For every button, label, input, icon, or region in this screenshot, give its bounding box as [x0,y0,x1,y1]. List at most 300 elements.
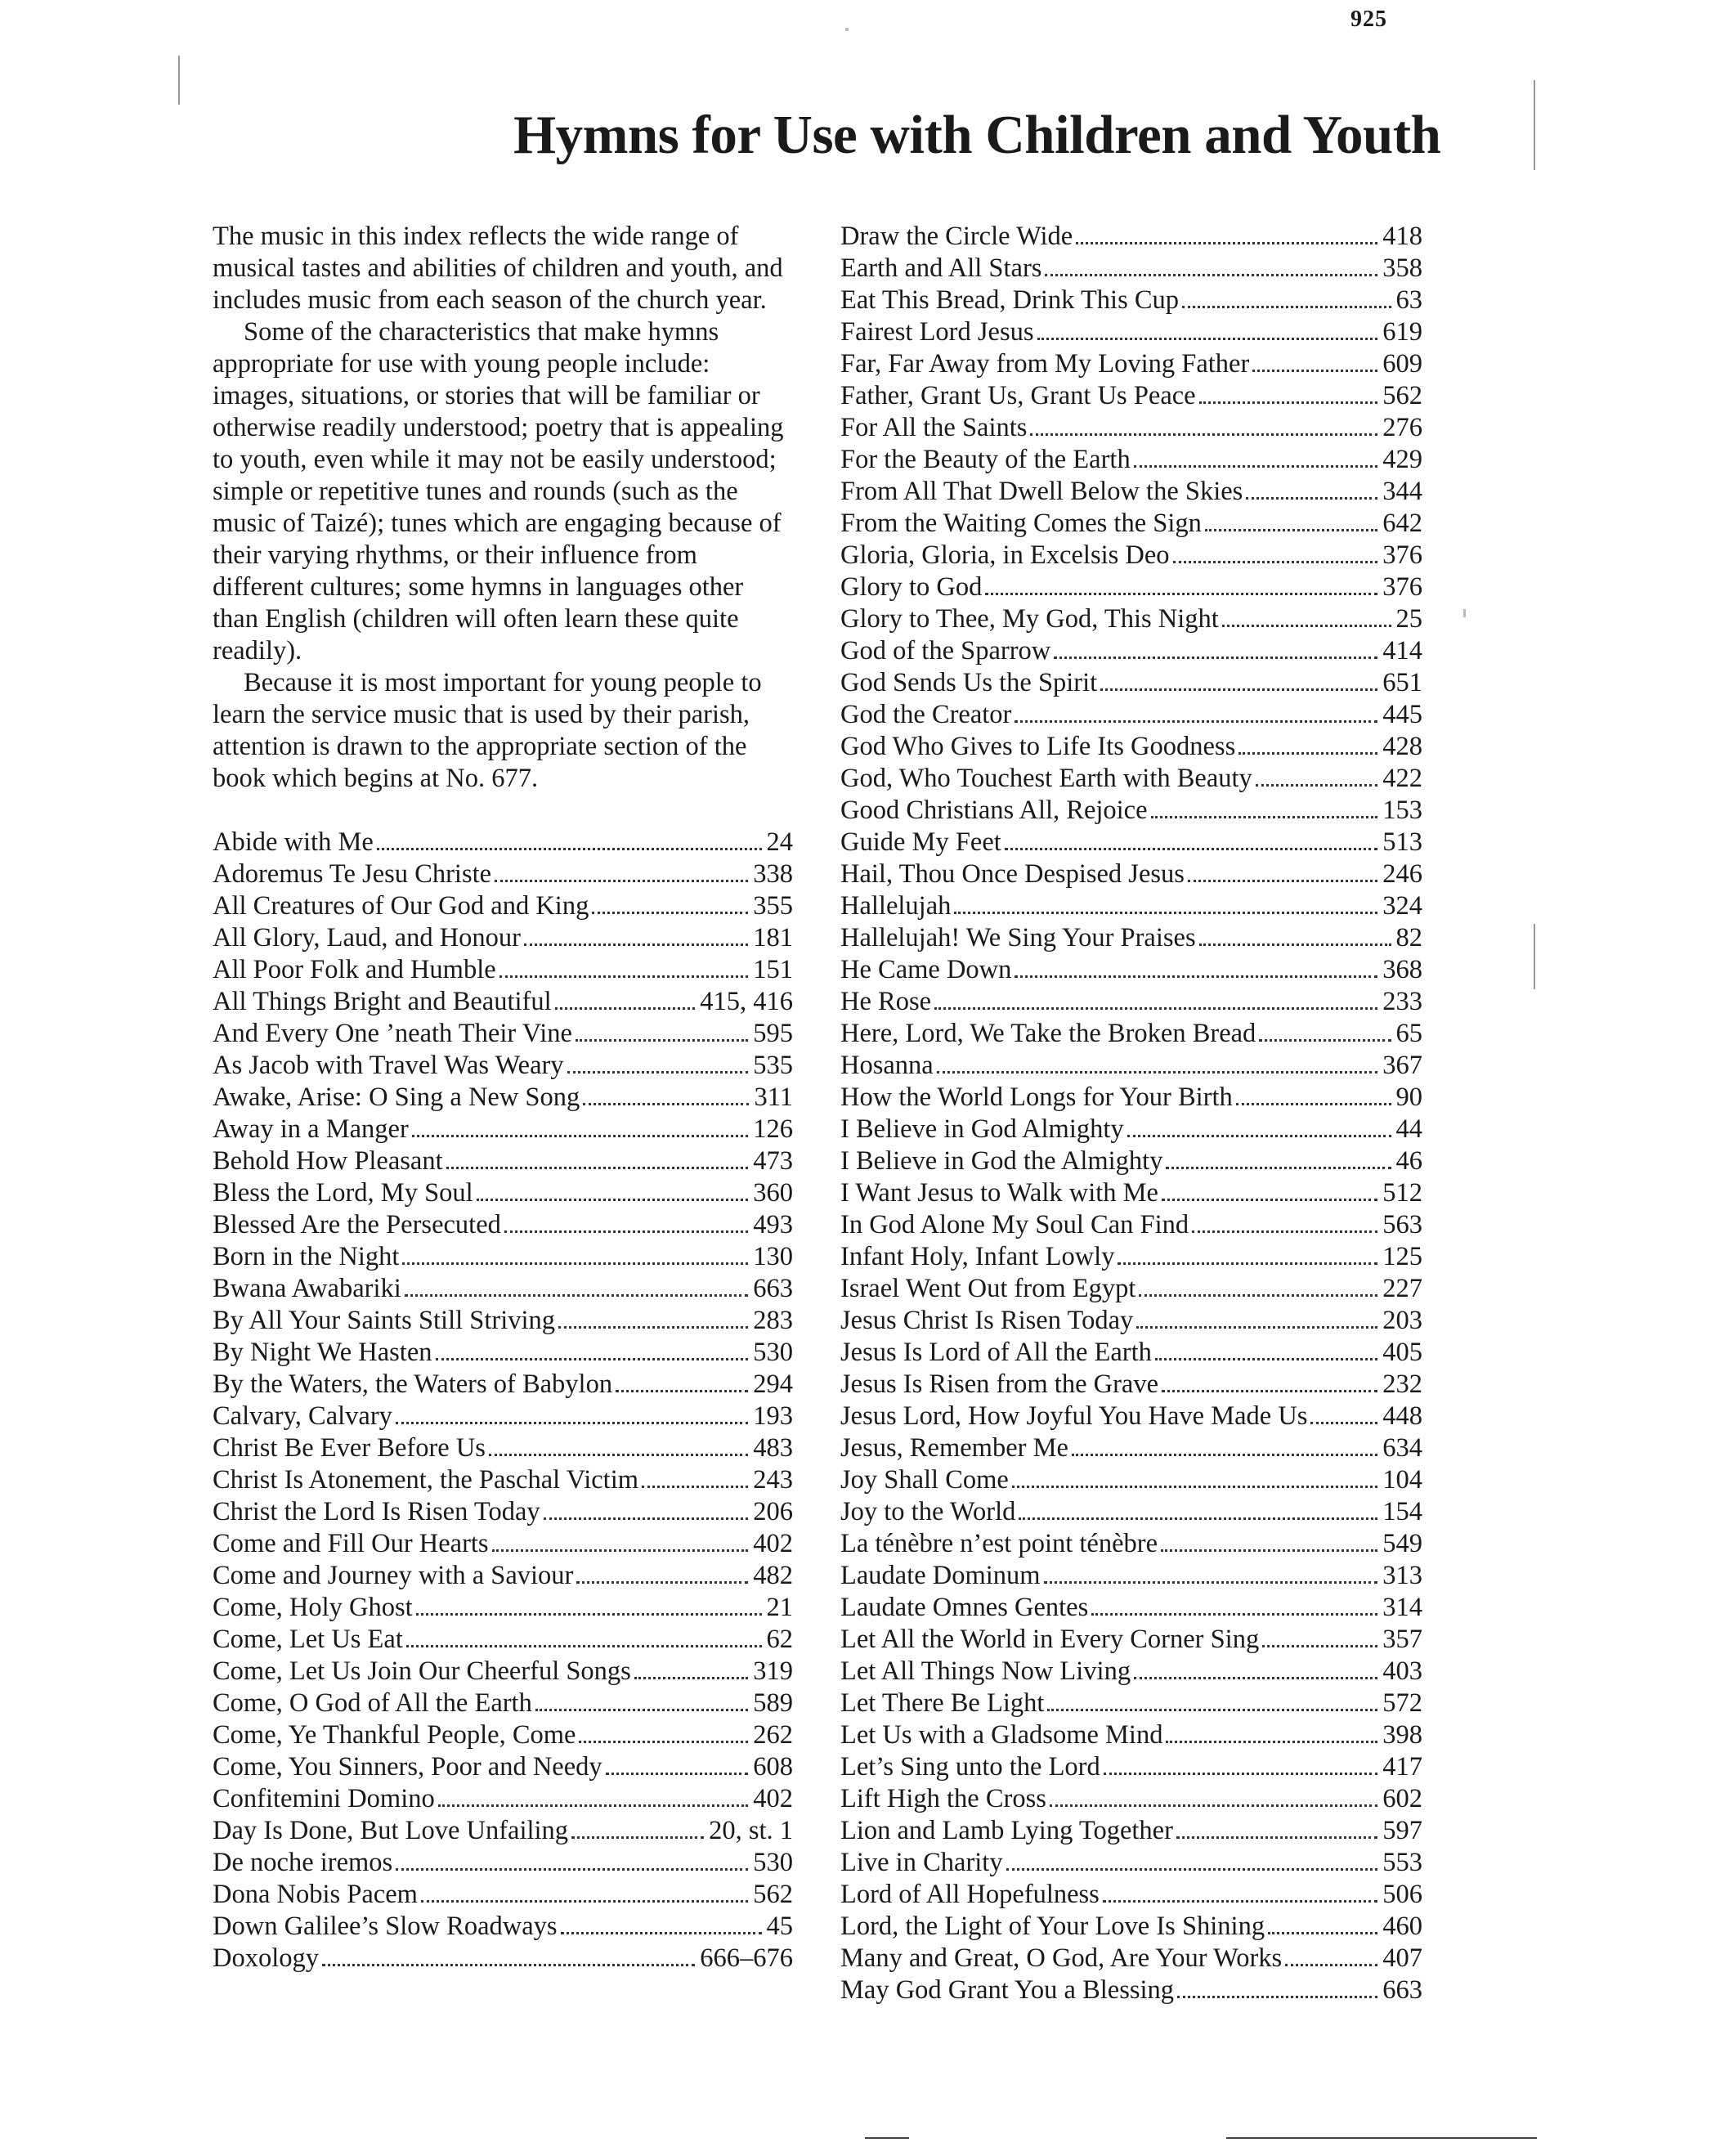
dot-leader [1162,1390,1377,1392]
dot-leader [405,1294,748,1297]
hymn-title: In God Alone My Soul Can Find [840,1210,1189,1239]
dot-leader [954,912,1377,914]
hymn-number: 21 [766,1593,793,1622]
hymn-title: God Sends Us the Spirit [840,668,1098,697]
dot-leader [436,1358,749,1360]
index-entry [213,1114,793,1145]
index-entry [840,763,1422,795]
hymn-title: God the Creator [840,700,1012,729]
hymn-title: I Want Jesus to Walk with Me [840,1178,1158,1208]
dot-leader [1118,1262,1377,1265]
hymn-number: 460 [1382,1912,1422,1941]
index-entry [213,986,793,1018]
hymn-title: Let All Things Now Living [840,1656,1131,1686]
hymn-title: He Came Down [840,955,1012,984]
hymn-number: 634 [1382,1433,1422,1463]
hymn-title: Good Christians All, Rejoice [840,796,1148,825]
hymn-number: 562 [753,1880,793,1909]
hymn-number: 324 [1382,891,1422,921]
hymn-title: Lift High the Cross [840,1784,1046,1813]
hymn-number: 549 [1382,1529,1422,1558]
dot-leader [1100,688,1377,691]
hymn-number: 530 [753,1848,793,1877]
hymn-number: 429 [1382,445,1422,474]
hymn-title: Here, Lord, We Take the Broken Bread [840,1019,1256,1048]
dot-leader [421,1900,748,1903]
index-entry [840,603,1422,635]
bottom-rule [865,2137,909,2139]
hymn-number: 608 [753,1752,793,1782]
dot-leader [616,1390,748,1392]
index-entry [213,1177,793,1209]
dot-leader [1285,1964,1377,1966]
hymn-number: 418 [1382,222,1422,251]
index-entry [213,1911,793,1943]
index-entry [840,1177,1422,1209]
index-entry [840,253,1422,285]
hymn-title: Born in the Night [213,1242,400,1271]
hymn-title: I Believe in God the Almighty [840,1146,1163,1176]
hymn-number: 405 [1382,1338,1422,1367]
bottom-rule [1226,2137,1537,2139]
hymn-number: 357 [1382,1625,1422,1654]
index-entry [840,1974,1422,2006]
hymn-title: Live in Charity [840,1848,1003,1877]
index-entry [213,1815,793,1847]
hymn-title: Awake, Arise: O Sing a New Song [213,1082,580,1112]
index-entry [840,316,1422,348]
hymn-number: 262 [753,1720,793,1750]
dot-leader [1127,1135,1391,1137]
hymn-title: Bwana Awabariki [213,1274,401,1303]
hymn-title: As Jacob with Travel Was Weary [213,1051,564,1080]
index-entry [213,1879,793,1911]
hymn-number: 125 [1382,1242,1422,1271]
hymn-number: 367 [1382,1051,1422,1080]
hymn-number: 602 [1382,1784,1422,1813]
hymn-number: 243 [753,1465,793,1495]
intro-paragraph: Because it is most important for young people to learn the service music that is used by their parish, attention is drawn to the appropriate section of the book which begins at No. 677. [213,668,762,793]
dot-leader [558,1326,748,1329]
hymn-number: 344 [1382,477,1422,506]
hymn-number: 338 [753,859,793,889]
hymn-title: By All Your Saints Still Striving [213,1306,556,1335]
index-entry [840,1688,1422,1719]
hymn-number: 62 [766,1625,793,1654]
dot-leader [1246,497,1377,500]
index-entry [213,1719,793,1751]
index-entry [840,1528,1422,1560]
hymn-title: Let’s Sing unto the Lord [840,1752,1100,1782]
index-entry [840,540,1422,571]
index-entry [213,1369,793,1401]
index-entry [840,1018,1422,1050]
hymn-title: Far, Far Away from My Loving Father [840,349,1250,379]
index-entry [840,1337,1422,1369]
dot-leader [937,1071,1378,1074]
hymn-number: 619 [1382,317,1422,347]
hymn-number: 63 [1395,285,1422,315]
hymn-title: Many and Great, O God, Are Your Works [840,1943,1283,1973]
dot-leader [985,593,1377,595]
hymn-title: Come, O God of All the Earth [213,1688,532,1718]
hymn-number: 553 [1382,1848,1422,1877]
dot-leader [396,1422,748,1424]
dot-leader [1030,433,1377,436]
hymn-number: 493 [753,1210,793,1239]
index-entry [840,986,1422,1018]
hymn-number: 319 [753,1656,793,1686]
hymn-number: 314 [1382,1593,1422,1622]
hymn-number: 417 [1382,1752,1422,1782]
dot-leader [1268,1932,1377,1934]
hymn-number: 294 [753,1369,793,1399]
hymn-title: Hallelujah! We Sing Your Praises [840,923,1196,952]
dot-leader [1173,561,1378,563]
index-entry [840,380,1422,412]
index-entry [213,1050,793,1082]
index-entry [840,1145,1422,1177]
dot-leader [1177,1996,1377,1998]
hymn-title: Joy Shall Come [840,1465,1009,1495]
hymn-title: Let There Be Light [840,1688,1045,1718]
hymn-number: 403 [1382,1656,1422,1686]
index-entry [213,1528,793,1560]
dot-leader [561,1932,762,1934]
hymn-title: Eat This Bread, Drink This Cup [840,285,1180,315]
hymn-number: 415, 416 [700,987,793,1016]
hymn-title: Jesus Is Lord of All the Earth [840,1338,1152,1367]
dot-leader [1161,1549,1377,1552]
dot-leader [322,1964,695,1966]
hymn-number: 535 [753,1051,793,1080]
dot-leader [642,1486,748,1488]
index-entry [213,858,793,890]
intro-text [213,221,793,795]
hymn-title: For the Beauty of the Earth [840,445,1131,474]
scan-speck [845,28,849,31]
dot-leader [1045,274,1377,276]
hymn-number: 154 [1382,1497,1422,1526]
index-entry [840,827,1422,858]
dot-leader [1072,1454,1377,1456]
hymn-title: From All That Dwell Below the Skies [840,477,1243,506]
hymn-number: 422 [1382,764,1422,793]
index-entry [213,1656,793,1688]
hymn-number: 206 [753,1497,793,1526]
dot-leader [1151,816,1378,818]
hymn-number: 25 [1395,604,1422,634]
dot-leader [495,880,748,882]
hymn-number: 227 [1382,1274,1422,1303]
index-entry [213,827,793,858]
dot-leader [1050,1804,1377,1807]
index-entry [213,890,793,922]
index-entry [840,699,1422,731]
hymn-number: 44 [1395,1114,1422,1144]
hymn-title: How the World Longs for Your Birth [840,1082,1233,1112]
dot-leader [1047,1709,1377,1711]
dot-leader [567,1071,749,1074]
dot-leader [579,1741,748,1743]
hymn-title: All Poor Folk and Humble [213,955,496,984]
dot-leader [1238,752,1377,755]
hymn-number: 530 [753,1338,793,1367]
hymn-number: 512 [1382,1178,1422,1208]
hymn-title: La ténèbre n’est point ténèbre [840,1529,1158,1558]
dot-leader [1199,944,1391,946]
hymn-title: Laudate Omnes Gentes [840,1593,1089,1622]
index-entry [840,1911,1422,1943]
index-entry [840,667,1422,699]
hymn-number: 398 [1382,1720,1422,1750]
hymn-title: From the Waiting Comes the Sign [840,509,1202,538]
index-entry [840,1401,1422,1432]
hymn-title: Jesus Is Risen from the Grave [840,1369,1159,1399]
dot-leader [1076,242,1377,244]
dot-leader [416,1613,762,1616]
scan-margin-mark [1534,80,1535,170]
dot-leader [576,1039,748,1042]
dot-leader [1054,657,1377,659]
index-entry [213,1624,793,1656]
hymn-title: By Night We Hasten [213,1338,432,1367]
hymn-number: 572 [1382,1688,1422,1718]
hymn-title: Calvary, Calvary [213,1401,392,1431]
hymn-title: By the Waters, the Waters of Babylon [213,1369,613,1399]
dot-leader [1019,1517,1377,1520]
index-entry [840,1496,1422,1528]
hymn-title: God Who Gives to Life Its Goodness [840,732,1236,761]
dot-leader [406,1645,762,1647]
hymn-number: 65 [1395,1019,1422,1048]
dot-leader [535,1709,748,1711]
hymn-title: Adoremus Te Jesu Christe [213,859,492,889]
hymn-number: 311 [754,1082,793,1112]
hymn-title: Let All the World in Every Corner Sing [840,1625,1260,1654]
index-entry [213,1464,793,1496]
hymn-number: 283 [753,1306,793,1335]
hymn-title: Jesus, Remember Me [840,1433,1068,1463]
hymn-number: 90 [1395,1082,1422,1112]
dot-leader [1005,848,1377,850]
dot-leader [1015,720,1377,723]
hymn-title: Come and Fill Our Hearts [213,1529,489,1558]
hymn-title: Draw the Circle Wide [840,222,1073,251]
dot-leader [477,1199,749,1201]
hymn-number: 402 [753,1529,793,1558]
dot-leader [1103,1900,1377,1903]
index-entry [840,890,1422,922]
hymn-title: Gloria, Gloria, in Excelsis Deo [840,540,1170,570]
hymn-title: Father, Grant Us, Grant Us Peace [840,381,1196,410]
dot-leader [412,1135,748,1137]
right-column [840,221,1422,2006]
hymn-title: God of the Sparrow [840,636,1051,666]
hymn-title: Hail, Thou Once Despised Jesus [840,859,1185,889]
hymn-number: 414 [1382,636,1422,666]
index-entry [840,1273,1422,1305]
index-entry [213,1943,793,1974]
dot-leader [1037,338,1378,340]
index-entry [213,922,793,954]
index-entry [213,954,793,986]
hymn-title: Infant Holy, Infant Lowly [840,1242,1115,1271]
index-entry [840,635,1422,667]
hymn-number: 181 [753,923,793,952]
dot-leader [1155,1358,1377,1360]
hymn-number: 355 [753,891,793,921]
hymn-title: Jesus Christ Is Risen Today [840,1306,1134,1335]
hymn-title: Lord, the Light of Your Love Is Shining [840,1912,1265,1941]
hymn-number: 642 [1382,509,1422,538]
hymn-number: 368 [1382,955,1422,984]
hymn-number: 448 [1382,1401,1422,1431]
dot-leader [1015,975,1377,978]
dot-leader [438,1804,749,1807]
index-entry [840,1369,1422,1401]
hymn-number: 402 [753,1784,793,1813]
hymn-index-right [840,221,1422,2006]
hymn-title: Dona Nobis Pacem [213,1880,418,1909]
hymn-number: 663 [753,1274,793,1303]
hymn-number: 24 [766,827,793,857]
dot-leader [1134,1677,1377,1679]
hymn-title: Hosanna [840,1051,934,1080]
index-entry [213,1560,793,1592]
index-entry [840,1241,1422,1273]
dot-leader [555,1007,696,1010]
hymn-number: 151 [753,955,793,984]
hymn-number: 360 [753,1178,793,1208]
hymn-number: 82 [1395,923,1422,952]
dot-leader [402,1262,748,1265]
hymn-title: Come and Journey with a Saviour [213,1561,574,1590]
dot-leader [1006,1868,1378,1871]
index-entry [213,1496,793,1528]
hymn-title: Lion and Lamb Lying Together [840,1816,1173,1845]
index-entry [840,1783,1422,1815]
page-number: 925 [1350,7,1387,32]
dot-leader [1236,1103,1391,1105]
hymn-title: Lord of All Hopefulness [840,1880,1100,1909]
dot-leader [1012,1486,1377,1488]
hymn-number: 513 [1382,827,1422,857]
index-entry [840,412,1422,444]
hymn-number: 563 [1382,1210,1422,1239]
hymn-number: 597 [1382,1816,1422,1845]
hymn-number: 203 [1382,1306,1422,1335]
hymn-title: Come, Let Us Join Our Cheerful Songs [213,1656,631,1686]
hymn-number: 193 [753,1401,793,1431]
hymn-title: Confitemini Domino [213,1784,435,1813]
dot-leader [1176,1836,1377,1839]
hymn-number: 589 [753,1688,793,1718]
hymn-number: 232 [1382,1369,1422,1399]
hymn-number: 376 [1382,540,1422,570]
index-entry [213,1241,793,1273]
dot-leader [634,1677,748,1679]
hymn-number: 609 [1382,349,1422,379]
hymn-title: All Creatures of Our God and King [213,891,589,921]
hymn-number: 376 [1382,572,1422,602]
dot-leader [446,1167,749,1169]
hymn-title: Behold How Pleasant [213,1146,443,1176]
index-entry [840,922,1422,954]
hymn-title: All Things Bright and Beautiful [213,987,552,1016]
hymn-title: Abide with Me [213,827,374,857]
hymn-title: Glory to God [840,572,983,602]
dot-leader [576,1581,748,1584]
index-entry [213,1305,793,1337]
index-entry [840,508,1422,540]
hymn-title: Come, Ye Thankful People, Come [213,1720,576,1750]
index-entry [840,1432,1422,1464]
index-entry [840,285,1422,316]
index-entry [840,476,1422,508]
index-entry [840,1656,1422,1688]
hymn-number: 663 [1382,1975,1422,2005]
index-entry [840,1560,1422,1592]
dot-leader [1259,1039,1391,1042]
index-entry [213,1751,793,1783]
dot-leader [499,975,749,978]
dot-leader [606,1773,749,1775]
dot-leader [1222,625,1391,627]
hymn-number: 233 [1382,987,1422,1016]
hymn-number: 313 [1382,1561,1422,1590]
hymn-number: 666–676 [700,1943,793,1973]
hymn-title: Doxology [213,1943,319,1973]
dot-leader [377,848,762,850]
dot-leader [1199,401,1378,404]
dot-leader [544,1517,749,1520]
dot-leader [1104,1773,1378,1775]
hymn-title: Hallelujah [840,891,952,921]
hymn-title: Bless the Lord, My Soul [213,1178,473,1208]
hymn-title: Day Is Done, But Love Unfailing [213,1816,569,1845]
hymn-number: 130 [753,1242,793,1271]
dot-leader [489,1454,748,1456]
index-entry [213,1273,793,1305]
index-entry [840,348,1422,380]
hymn-number: 562 [1382,381,1422,410]
dot-leader [1134,465,1378,468]
index-entry [213,1401,793,1432]
scan-margin-mark [1534,924,1535,989]
index-entry [840,444,1422,476]
index-entry [213,1209,793,1241]
hymn-title: Come, You Sinners, Poor and Needy [213,1752,602,1782]
index-entry [213,1688,793,1719]
hymn-number: 358 [1382,253,1422,283]
index-entry [840,954,1422,986]
hymn-number: 104 [1382,1465,1422,1495]
hymn-title: Come, Holy Ghost [213,1593,413,1622]
index-entry [213,1145,793,1177]
scan-margin-mark [178,56,180,105]
dot-leader [1044,1581,1378,1584]
hymn-title: Earth and All Stars [840,253,1042,283]
hymn-title: May God Grant You a Blessing [840,1975,1175,2005]
index-entry [213,1082,793,1114]
hymn-title: Laudate Dominum [840,1561,1041,1590]
hymn-title: Let Us with a Gladsome Mind [840,1720,1163,1750]
scan-speck [1463,609,1466,617]
hymn-number: 407 [1382,1943,1422,1973]
hymn-number: 482 [753,1561,793,1590]
hymn-title: He Rose [840,987,932,1016]
